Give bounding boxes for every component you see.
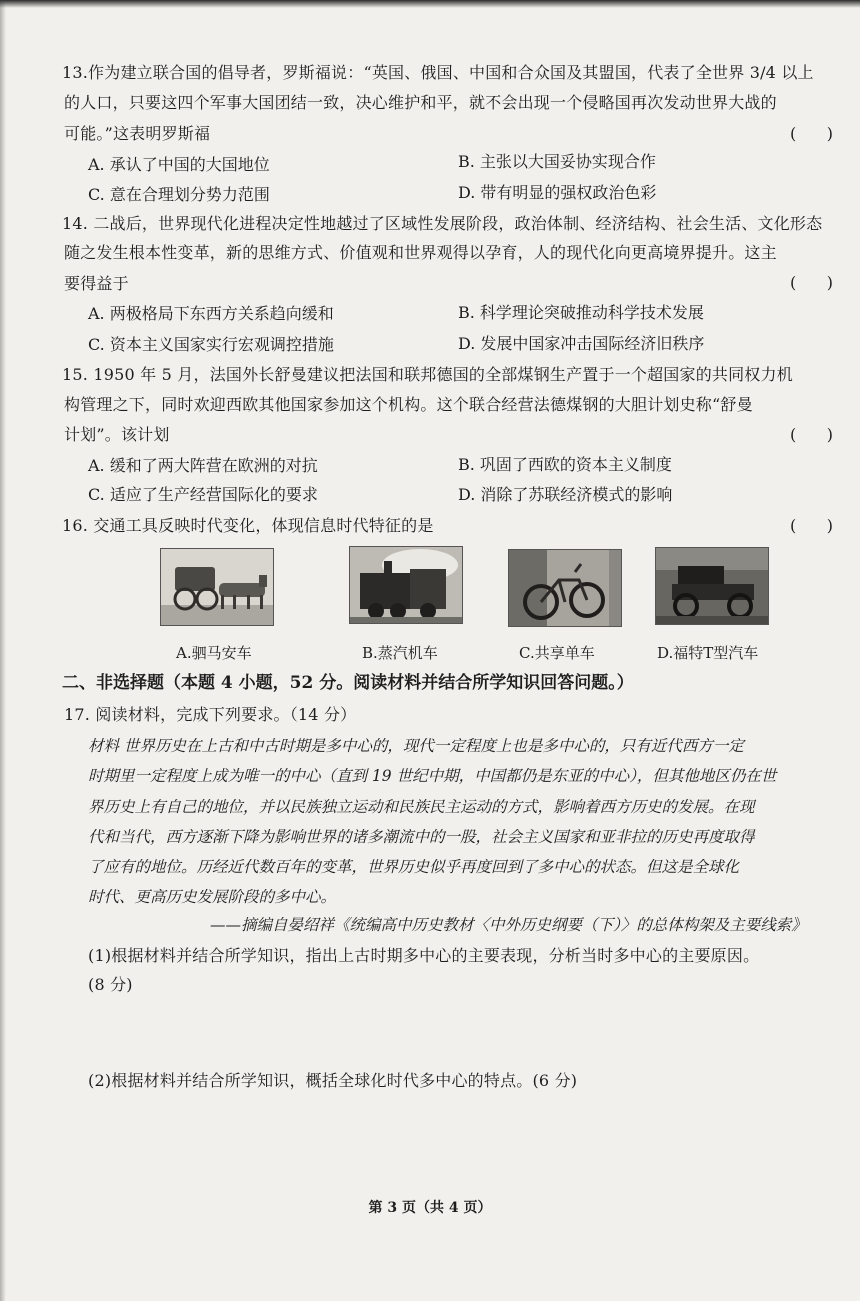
q17-material-line1: 材料 世界历史在上古和中古时期是多中心的，现代一定程度上也是多中心的，只有近代西方一定 — [88, 737, 744, 755]
q13-option-d[interactable]: D. 带有明显的强权政治色彩 — [458, 183, 657, 202]
q13-stem-line2: 的人口，只要这四个军事大国团结一致，决心维护和平，就不会出现一个侵略国再次发动世界大战的 — [64, 93, 777, 112]
q16-option-a[interactable]: A.驷马安车 — [176, 644, 252, 662]
scan-shadow-top — [0, 0, 860, 8]
q13-option-c[interactable]: C. 意在合理划分势力范围 — [88, 185, 270, 204]
q14-option-a[interactable]: A. 两极格局下东西方关系趋向缓和 — [88, 304, 334, 323]
q14-option-c[interactable]: C. 资本主义国家实行宏观调控措施 — [88, 335, 334, 354]
q14-option-b[interactable]: B. 科学理论突破推动科学技术发展 — [458, 303, 704, 322]
scan-shadow-left — [0, 0, 6, 1301]
q16-option-d[interactable]: D.福特T型汽车 — [657, 644, 759, 662]
q16-stem: 16. 交通工具反映时代变化，体现信息时代特征的是 — [62, 516, 434, 535]
q13-answer-bracket: ( ) — [790, 124, 833, 143]
q16-answer-bracket: ( ) — [790, 516, 833, 535]
steam-locomotive-icon — [350, 547, 462, 623]
q14-option-d[interactable]: D. 发展中国家冲击国际经济旧秩序 — [458, 334, 705, 353]
q14-stem-line1: 14. 二战后，世界现代化进程决定性地越过了区域性发展阶段，政治体制、经济结构、社会生活、文化形态 — [62, 214, 823, 233]
q17-material-line5: 了应有的地位。历经近代数百年的变革，世界历史似乎再度回到了多中心的状态。但这是全球化 — [88, 858, 740, 876]
q13-option-b[interactable]: B. 主张以大国妥协实现合作 — [458, 152, 656, 171]
q14-stem-line3: 要得益于 — [64, 274, 129, 293]
page-number: 第 3 页（共 4 页） — [368, 1200, 492, 1216]
q15-option-a[interactable]: A. 缓和了两大阵营在欧洲的对抗 — [88, 456, 318, 475]
horse-carriage-icon — [161, 549, 273, 625]
q15-stem-line3: 计划”。该计划 — [64, 425, 170, 444]
model-t-photo[interactable] — [655, 547, 769, 625]
vintage-car-icon — [656, 548, 768, 624]
q17-sub1-line2: (8 分) — [88, 975, 133, 994]
q13-stem-line3: 可能。”这表明罗斯福 — [64, 124, 211, 143]
q13-stem-line1: 13.作为建立联合国的倡导者，罗斯福说：“英国、俄国、中国和合众国及其盟国，代表了全世界 3/4 以上 — [62, 63, 814, 82]
q15-option-d[interactable]: D. 消除了苏联经济模式的影响 — [458, 485, 673, 504]
q17-material-line6: 时代、更高历史发展阶段的多中心。 — [88, 888, 337, 906]
q17-source: ——摘编自晏绍祥《统编高中历史教材〈中外历史纲要（下）〉的总体构架及主要线索》 — [210, 916, 807, 934]
q17-title: 17. 阅读材料，完成下列要求。（14 分） — [64, 705, 357, 724]
q14-answer-bracket: ( ) — [790, 273, 833, 292]
q17-material-line3: 界历史上有自己的地位，并以民族独立运动和民族民主运动的方式，影响着西方历史的发展。在现 — [88, 798, 755, 816]
q15-stem-line2: 构管理之下，同时欢迎西欧其他国家参加这个机构。这个联合经营法德煤钢的大胆计划史称“舒曼 — [64, 395, 753, 414]
q13-option-a[interactable]: A. 承认了中国的大国地位 — [88, 155, 270, 174]
q17-sub2: (2)根据材料并结合所学知识，概括全球化时代多中心的特点。(6 分) — [88, 1071, 578, 1090]
section-heading: 二、非选择题（本题 4 小题，52 分。阅读材料并结合所学知识回答问题。） — [62, 673, 634, 693]
q14-stem-line2: 随之发生根本性变革，新的思维方式、价值观和世界观得以孕育，人的现代化向更高境界提升。这主 — [64, 243, 777, 262]
steam-train-photo[interactable] — [349, 546, 463, 624]
q17-sub1-line1: (1)根据材料并结合所学知识，指出上古时期多中心的主要表现，分析当时多中心的主要原因。 — [88, 946, 760, 965]
q16-option-c[interactable]: C.共享单车 — [519, 644, 595, 662]
carriage-photo[interactable] — [160, 548, 274, 626]
q15-stem-line1: 15. 1950 年 5 月，法国外长舒曼建议把法国和联邦德国的全部煤钢生产置于一个超国家的共同权力机 — [62, 365, 793, 384]
shared-bike-photo[interactable] — [508, 549, 622, 627]
q17-material-line4: 代和当代，西方逐渐下降为影响世界的诸多潮流中的一股，社会主义国家和亚非拉的历史再度取得 — [88, 828, 755, 846]
bicycle-icon — [509, 550, 609, 626]
q15-option-b[interactable]: B. 巩固了西欧的资本主义制度 — [458, 455, 672, 474]
q16-option-b[interactable]: B.蒸汽机车 — [362, 644, 438, 662]
q15-answer-bracket: ( ) — [790, 425, 833, 444]
q15-option-c[interactable]: C. 适应了生产经营国际化的要求 — [88, 485, 318, 504]
q17-material-line2: 时期里一定程度上成为唯一的中心（直到 19 世纪中期，中国都仍是东亚的中心），但其他地区仍在世 — [88, 767, 777, 785]
